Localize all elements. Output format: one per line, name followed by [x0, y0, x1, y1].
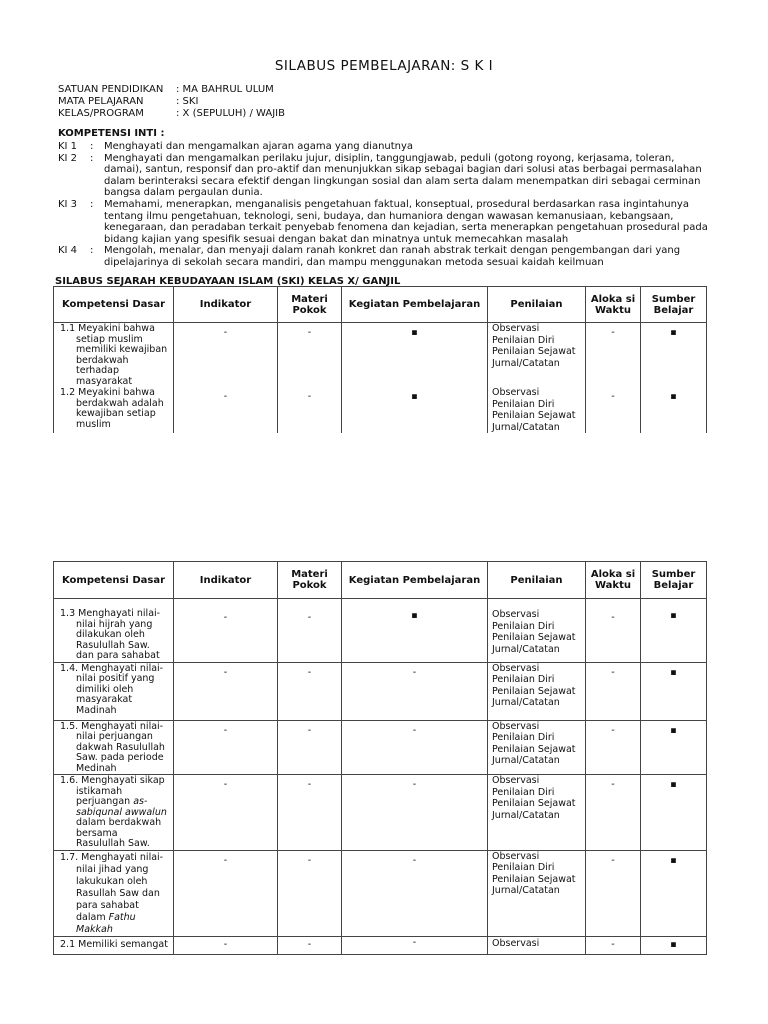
sumber-cell: ▪: [641, 323, 707, 388]
sumber-cell: ▪: [641, 850, 707, 936]
kegiatan-cell: ▪: [342, 387, 488, 433]
indikator-cell: -: [174, 599, 278, 663]
penilaian-item: Observasi: [492, 387, 540, 398]
penilaian-cell: [488, 599, 586, 663]
penilaian-cell: [488, 662, 586, 720]
penilaian-item: Penilaian Diri: [492, 398, 555, 410]
alokasi-cell: -: [586, 720, 641, 775]
header-indikator: Indikator: [174, 287, 278, 323]
penilaian-item: Jurnal/Catatan: [492, 755, 560, 766]
header-kegiatan: Kegiatan Pembelajaran: [342, 562, 488, 599]
header-materi-pokok: Materi Pokok: [278, 287, 342, 323]
table-row: [54, 387, 707, 433]
identity-block: [58, 84, 285, 120]
header-penilaian: Penilaian: [488, 562, 586, 599]
ki-colon: :: [90, 141, 94, 152]
penilaian-item: Observasi: [492, 775, 540, 786]
ki-colon: :: [90, 245, 94, 257]
materi-cell: -: [278, 662, 342, 720]
indikator-cell: -: [174, 323, 278, 388]
sumber-cell: ▪: [641, 599, 707, 663]
penilaian-cell: [488, 850, 586, 936]
penilaian-cell: [488, 720, 586, 775]
indikator-cell: -: [174, 936, 278, 954]
alokasi-cell: -: [586, 775, 641, 851]
penilaian-item: Jurnal/Catatan: [492, 809, 560, 821]
meta-value: : SKI: [176, 96, 199, 107]
ki-text: Mengolah, menalar, dan menyaji dalam ranah konkret dan ranah abstrak terkait dengan pengembangan dari yang dipelajarinya di sekolah secara mandiri, dan mampu menggunakan metoda sesuai kaidah keilmuan: [104, 245, 681, 268]
sumber-cell: ▪: [641, 936, 707, 954]
header-kompetensi-dasar: Kompetensi Dasar: [54, 562, 174, 599]
alokasi-cell: -: [586, 599, 641, 663]
materi-cell: -: [278, 387, 342, 433]
materi-cell: -: [278, 599, 342, 663]
kegiatan-cell: -: [342, 720, 488, 775]
ki-code: KI 4: [58, 245, 78, 257]
meta-value: : MA BAHRUL ULUM: [176, 84, 274, 95]
kd-text: 1.4. Menghayati nilai-nilai positif yang dimiliki oleh masyarakat Madinah: [60, 662, 164, 716]
indikator-cell: -: [174, 775, 278, 851]
table-row: [54, 323, 707, 388]
header-alokasi-waktu: Aloka si Waktu: [586, 562, 641, 599]
ki-heading: KOMPETENSI INTI :: [58, 128, 165, 139]
ki-code: KI 3: [58, 198, 78, 210]
materi-cell: -: [278, 936, 342, 954]
silabus-heading: SILABUS SEJARAH KEBUDAYAAN ISLAM (SKI) KELAS X/ GANJIL: [55, 276, 401, 287]
penilaian-item: Penilaian Sejawat: [492, 410, 576, 421]
kd-text-part: dalam berdakwah bersama Rasulullah Saw.: [76, 817, 162, 849]
ki-colon: :: [90, 198, 94, 210]
meta-label: MATA PELAJARAN: [58, 96, 144, 107]
penilaian-item: Penilaian Diri: [492, 732, 555, 743]
kegiatan-cell: -: [342, 850, 488, 936]
meta-label: KELAS/PROGRAM: [58, 108, 144, 119]
materi-cell: -: [278, 850, 342, 936]
page-title: SILABUS PEMBELAJARAN: S K I: [274, 58, 494, 74]
table-row: [54, 936, 707, 954]
kd-text: 1.1 Meyakini bahwa setiap muslim memiliki kewajiban berdakwah terhadap masyarakat: [60, 323, 168, 387]
header-kegiatan: Kegiatan Pembelajaran: [342, 287, 488, 323]
alokasi-cell: -: [586, 387, 641, 433]
kd-italic-term: Fathu Makkah: [76, 911, 136, 935]
penilaian-item: Observasi: [492, 609, 540, 620]
penilaian-item: Penilaian Sejawat: [492, 798, 576, 809]
penilaian-item: Jurnal/Catatan: [492, 643, 560, 655]
kegiatan-cell: -: [342, 936, 488, 954]
meta-label: SATUAN PENDIDIKAN: [58, 84, 164, 95]
header-materi-pokok: Materi Pokok: [278, 562, 342, 599]
table-row: [54, 599, 707, 663]
sumber-cell: ▪: [641, 775, 707, 851]
silabus-table-1: [53, 286, 707, 433]
penilaian-item: Jurnal/Catatan: [492, 357, 560, 369]
indikator-cell: -: [174, 387, 278, 433]
ki-text: Menghayati dan mengamalkan perilaku jujur, disiplin, tanggungjawab, peduli (gotong royong, kerjasama, toleran, damai), santun, responsif dan pro-aktif dan menunjukkan sikap sebagai bagian dari solusi atas berbagai permasalahan dalam berinteraksi secara efektif dengan lingkungan sosial dan alam serta dalam menempatkan diri sebagai cerminan bangsa dalam pergaulan dunia.: [104, 152, 702, 199]
table-row: [54, 775, 707, 851]
penilaian-item: Observasi: [492, 850, 540, 862]
kegiatan-cell: ▪: [342, 599, 488, 663]
header-indikator: Indikator: [174, 562, 278, 599]
materi-cell: -: [278, 775, 342, 851]
alokasi-cell: -: [586, 936, 641, 954]
kd-text: 1.3 Menghayati nilai-nilai hijrah yang dilakukan oleh Rasulullah Saw. dan para sahabat: [60, 608, 161, 661]
sumber-cell: ▪: [641, 387, 707, 433]
penilaian-item: Observasi: [492, 323, 540, 334]
silabus-table-2: [53, 561, 707, 955]
materi-cell: -: [278, 323, 342, 388]
penilaian-cell: [488, 387, 586, 433]
penilaian-item: Observasi: [492, 720, 540, 732]
alokasi-cell: -: [586, 323, 641, 388]
sumber-cell: ▪: [641, 662, 707, 720]
table-row: [54, 720, 707, 775]
materi-cell: -: [278, 720, 342, 775]
penilaian-item: Penilaian Diri: [492, 674, 555, 685]
table-row: [54, 662, 707, 720]
kd-text: [60, 852, 169, 936]
kd-text: [60, 776, 169, 850]
kd-text: 1.5. Menghayati nilai-nilai perjuangan dakwah Rasulullah Saw. pada periode Medinah: [60, 720, 165, 774]
ki-code: KI 2: [58, 152, 78, 164]
penilaian-item: Observasi: [492, 662, 540, 674]
header-kompetensi-dasar: Kompetensi Dasar: [54, 287, 174, 323]
penilaian-item: Penilaian Diri: [492, 334, 555, 346]
penilaian-item: Penilaian Diri: [492, 862, 555, 873]
penilaian-item: Penilaian Sejawat: [492, 685, 576, 697]
penilaian-cell: Observasi: [488, 936, 586, 954]
penilaian-item: Jurnal/Catatan: [492, 885, 560, 896]
header-penilaian: Penilaian: [488, 287, 586, 323]
kegiatan-cell: -: [342, 775, 488, 851]
penilaian-item: Penilaian Sejawat: [492, 743, 576, 755]
penilaian-item: Penilaian Sejawat: [492, 873, 576, 885]
meta-value: : X (SEPULUH) / WAJIB: [176, 108, 285, 119]
indikator-cell: -: [174, 720, 278, 775]
penilaian-item: Penilaian Sejawat: [492, 632, 576, 643]
kegiatan-cell: ▪: [342, 323, 488, 388]
alokasi-cell: -: [586, 662, 641, 720]
ki-text: Memahami, menerapkan, menganalisis pengetahuan faktual, konseptual, prosedural berdasarkan rasa ingintahunya tentang ilmu pengetahuan, teknologi, seni, budaya, dan humaniora dengan wawasan kemanusiaan, kebangsaan, kenegaraan, dan peradaban terkait penyebab fenomena dan kejadian, serta menerapkan pengetahuan prosedural pada bidang kajian yang spesifik sesuai dengan bakat dan minatnya untuk memecahkan masalah: [104, 198, 708, 245]
indikator-cell: -: [174, 662, 278, 720]
kegiatan-cell: -: [342, 662, 488, 720]
header-sumber-belajar: Sumber Belajar: [641, 287, 707, 323]
ki-code: KI 1: [58, 141, 78, 152]
header-alokasi-waktu: Aloka si Waktu: [586, 287, 641, 323]
header-sumber-belajar: Sumber Belajar: [641, 562, 707, 599]
ki-text: Menghayati dan mengamalkan ajaran agama yang dianutnya: [104, 141, 414, 152]
penilaian-cell: [488, 323, 586, 388]
penilaian-item: Jurnal/Catatan: [492, 421, 560, 433]
table-row: [54, 850, 707, 936]
alokasi-cell: -: [586, 850, 641, 936]
kd-text-part: 1.7. Menghayati nilai-nilai jihad yang lakukukan oleh Rasullah Saw dan para sahabat dalam: [60, 851, 164, 923]
kd-text-part: 1.6. Menghayati sikap istikamah perjuangan: [60, 775, 165, 807]
penilaian-item: Penilaian Diri: [492, 620, 555, 632]
ki-list: [58, 141, 710, 269]
kd-text: 2.1 Memiliki semangat: [60, 938, 168, 950]
indikator-cell: -: [174, 850, 278, 936]
penilaian-item: Penilaian Sejawat: [492, 346, 576, 357]
sumber-cell: ▪: [641, 720, 707, 775]
kd-italic-term: as-sabiqunal awwalun: [76, 796, 167, 818]
penilaian-cell: [488, 775, 586, 851]
penilaian-item: Jurnal/Catatan: [492, 697, 560, 708]
ki-colon: :: [90, 152, 94, 164]
kd-text: 1.2 Meyakini bahwa berdakwah adalah kewajiban setiap muslim: [60, 387, 164, 430]
penilaian-item: Penilaian Diri: [492, 786, 555, 798]
